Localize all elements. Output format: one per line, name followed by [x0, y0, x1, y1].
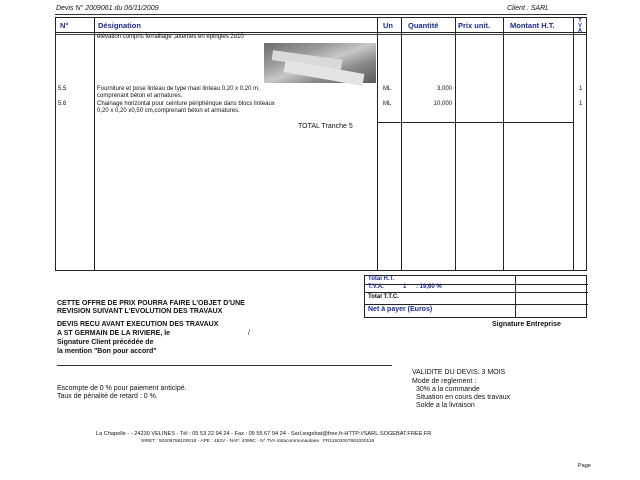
totals-rule	[365, 292, 588, 293]
company-address: La Chapelle - - 24230 VELINES - Tél : 05 53 22 94 24 - Fax : 09 55 67 94 24 - Sarl.sogebat@free.fr-HTTP://SARL.SOGEBAT.FREE.FR	[96, 431, 432, 437]
client-name: Client : SARL	[507, 5, 550, 12]
row-designation: 0,20 x 0,20 x0,50 cm,comprenant béton et armatures.	[97, 108, 240, 114]
offer-note: CETTE OFFRE DE PRIX POURRA FAIRE L'OBJET D'UNE	[57, 300, 245, 307]
row-tva: 1	[579, 86, 583, 92]
tva-rate: : 19,60 %	[416, 284, 442, 290]
row-designation: Fourniture et pose linteau de type maxi linteau 0,20 x 0,20 m,	[97, 86, 260, 92]
penalty-note: Taux de pénalité de retard : 0 %.	[57, 393, 158, 400]
payment-term: Situation en cours des travaux	[416, 394, 511, 401]
net-label: Net à payer (Euros)	[368, 306, 433, 313]
row-quantity: 10,000	[433, 101, 452, 107]
row-tva: 1	[579, 101, 583, 107]
company-registration: SIRET : 50206786100018 - APE : 452V - NAF: 4399C - N° TVA intracommunautaire : FR11502067861000118	[141, 439, 375, 444]
row-unit: ML	[383, 101, 392, 107]
totals-rule	[365, 304, 588, 305]
col-unit: Un	[383, 21, 393, 30]
col-divider	[573, 18, 574, 270]
totals-rule	[365, 284, 588, 285]
row-quantity: 3,000	[436, 86, 452, 92]
payment-term: Solde a la livraison	[416, 402, 475, 409]
discount-note: Escompte de 0 % pour paiement anticipé.	[57, 385, 187, 392]
validity: VALIDITE DU DEVIS: 3 MOIS	[412, 369, 506, 376]
devis-number: Devis N° 2009061 du 06/11/2009	[56, 5, 159, 12]
date-slash: /	[248, 330, 250, 337]
company-signature: Signature Entreprise	[492, 321, 561, 328]
total-tranche: TOTAL Tranche 5	[298, 123, 353, 130]
row-designation: Chainage horizontal pour ceinture périphérique dans blocs linteaux	[97, 101, 275, 107]
col-divider	[401, 18, 402, 270]
row-no: 5.6	[58, 101, 67, 107]
payment-term: 30% a la commande	[416, 386, 480, 393]
col-designation: Désignation	[98, 21, 141, 30]
client-signature-note: Signature Client précédée de	[57, 339, 154, 346]
page-label: Page	[578, 463, 591, 469]
separator	[57, 365, 392, 366]
totals-divider	[515, 276, 516, 317]
client-signature-note: la mention "Bon pour accord"	[57, 348, 157, 355]
col-divider	[455, 18, 456, 270]
product-photo	[264, 43, 376, 83]
row-unit: ML	[383, 86, 392, 92]
received-place: A ST GERMAIN DE LA RIVIERE, le	[57, 330, 171, 337]
col-unit-price: Prix unit.	[458, 21, 491, 30]
total-ttc-label: Total T.T.C.	[368, 294, 399, 300]
received-note: DEVIS RECU AVANT EXECUTION DES TRAVAUX	[57, 321, 219, 328]
subtotal-rule	[377, 122, 573, 123]
row-no: 5.5	[58, 86, 67, 92]
row-intro: élévation compris ferraillage ,attentes en epingles 2d10	[97, 34, 244, 40]
header-rule	[56, 32, 586, 33]
col-amount: Montant H.T.	[510, 21, 555, 30]
tva-code: 1	[403, 284, 407, 290]
col-no: N°	[60, 21, 69, 30]
offer-note: REVISION SUIVANT L'EVOLUTION DES TRAVAUX	[57, 308, 223, 315]
col-tva: T V A	[578, 18, 582, 34]
payment-mode: Mode de reglement :	[412, 378, 477, 385]
header-rule	[55, 14, 587, 15]
col-divider	[94, 18, 95, 270]
tva-label: T.V.A.	[368, 284, 384, 290]
col-divider	[503, 18, 504, 270]
total-ht-label: Total H.T.	[368, 276, 395, 282]
row-designation: comprenant béton et armatures.	[97, 93, 183, 99]
col-divider	[377, 18, 378, 270]
col-quantity: Quantité	[408, 21, 439, 30]
